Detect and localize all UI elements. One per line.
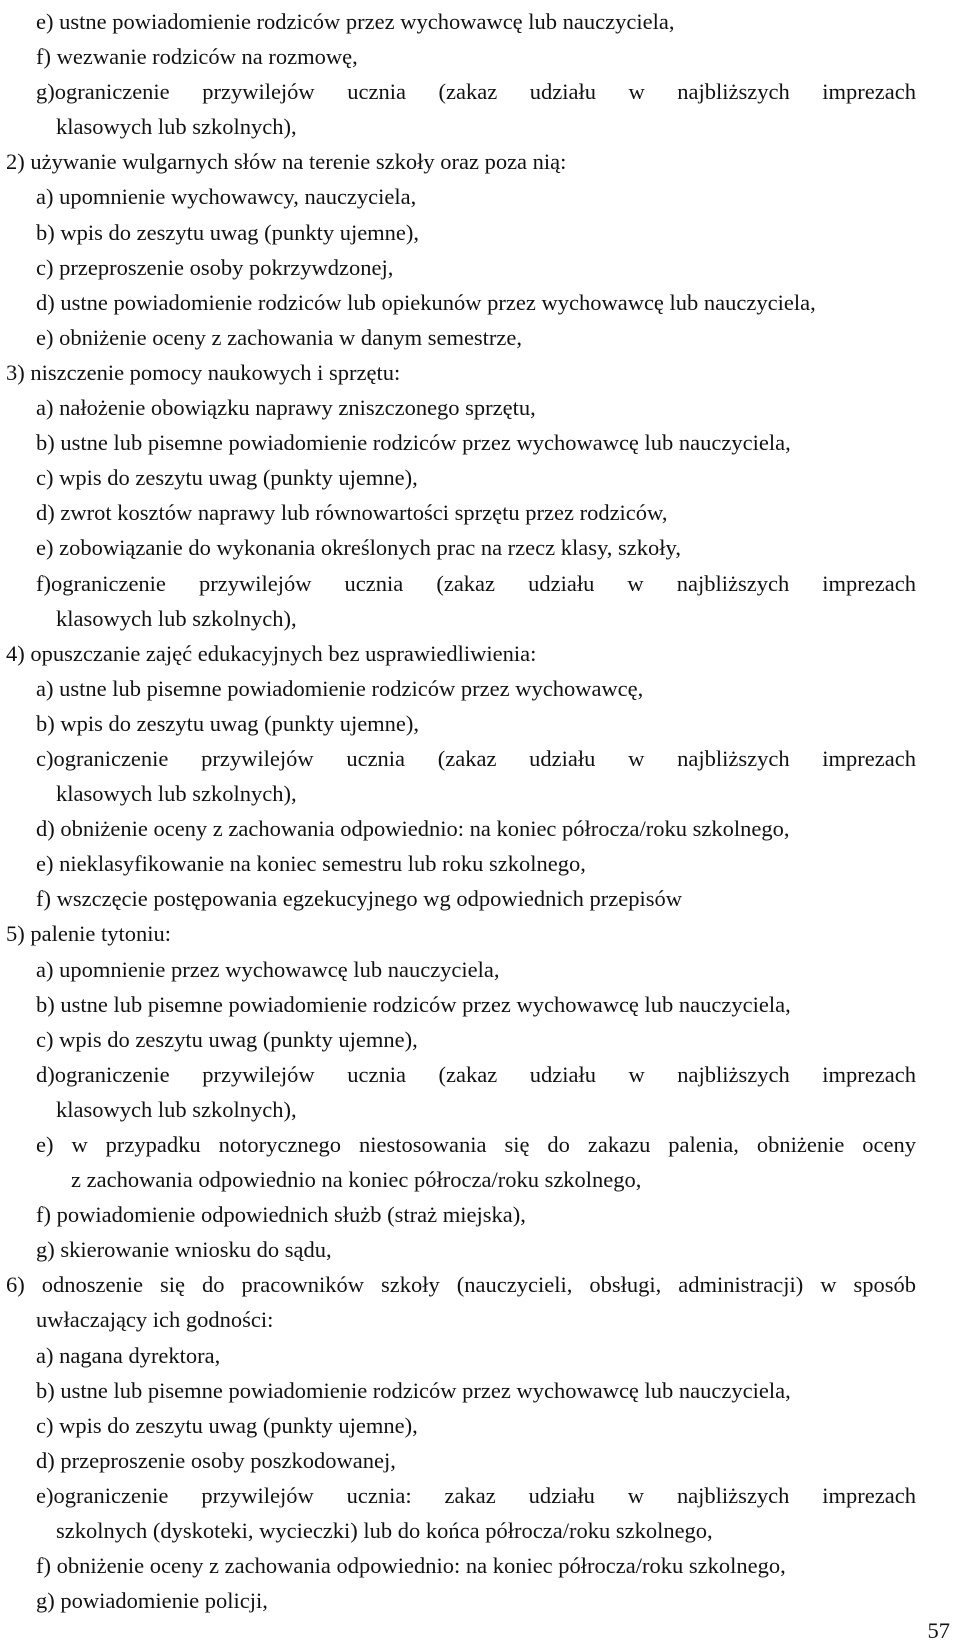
list-item-continuation: z zachowania odpowiednio na koniec półrocza/roku szkolnego, bbox=[71, 1167, 642, 1193]
list-item: c) wpis do zeszytu uwag (punkty ujemne), bbox=[36, 1412, 418, 1438]
list-item: c)ograniczenie przywilejów ucznia (zakaz udziału w najbliższych imprezach bbox=[36, 745, 916, 771]
list-item: f) wezwanie rodziców na rozmowę, bbox=[36, 44, 358, 70]
list-item: b) ustne lub pisemne powiadomienie rodziców przez wychowawcę lub nauczyciela, bbox=[36, 1377, 791, 1403]
list-item: e) nieklasyfikowanie na koniec semestru lub roku szkolnego, bbox=[36, 851, 586, 877]
list-item: a) upomnienie przez wychowawcę lub nauczyciela, bbox=[36, 956, 500, 982]
list-item: a) nagana dyrektora, bbox=[36, 1342, 221, 1368]
list-item: d) przeproszenie osoby poszkodowanej, bbox=[36, 1447, 396, 1473]
list-item: g) powiadomienie policji, bbox=[36, 1588, 268, 1614]
numbered-item: 6) odnoszenie się do pracowników szkoły (nauczycieli, obsługi, administracji) w sposób bbox=[6, 1272, 916, 1298]
list-item: d) zwrot kosztów naprawy lub równowartości sprzętu przez rodziców, bbox=[36, 500, 668, 526]
list-item: c) wpis do zeszytu uwag (punkty ujemne), bbox=[36, 465, 418, 491]
numbered-item-continuation: uwłaczający ich godności: bbox=[36, 1307, 274, 1333]
list-item: a) upomnienie wychowawcy, nauczyciela, bbox=[36, 184, 417, 210]
list-item: b) wpis do zeszytu uwag (punkty ujemne), bbox=[36, 710, 420, 736]
list-item: f) powiadomienie odpowiednich służb (straż miejska), bbox=[36, 1202, 526, 1228]
numbered-item: 3) niszczenie pomocy naukowych i sprzętu: bbox=[6, 359, 401, 385]
list-item-continuation: klasowych lub szkolnych), bbox=[56, 114, 297, 140]
list-item: d)ograniczenie przywilejów ucznia (zakaz udziału w najbliższych imprezach bbox=[36, 1061, 916, 1087]
list-item: e) ustne powiadomienie rodziców przez wychowawcę lub nauczyciela, bbox=[36, 9, 675, 34]
list-item: d) ustne powiadomienie rodziców lub opiekunów przez wychowawcę lub nauczyciela, bbox=[36, 289, 816, 315]
list-item: f)ograniczenie przywilejów ucznia (zakaz udziału w najbliższych imprezach bbox=[36, 570, 916, 596]
list-item: e) obniżenie oceny z zachowania w danym semestrze, bbox=[36, 324, 523, 350]
list-item-continuation: klasowych lub szkolnych), bbox=[56, 1096, 297, 1122]
list-item: g) skierowanie wniosku do sądu, bbox=[36, 1237, 332, 1263]
list-item: c) wpis do zeszytu uwag (punkty ujemne), bbox=[36, 1026, 418, 1052]
list-item: d) obniżenie oceny z zachowania odpowiednio: na koniec półrocza/roku szkolnego, bbox=[36, 816, 790, 842]
numbered-item: 4) opuszczanie zajęć edukacyjnych bez usprawiedliwienia: bbox=[6, 640, 537, 666]
list-item: b) ustne lub pisemne powiadomienie rodziców przez wychowawcę lub nauczyciela, bbox=[36, 430, 791, 456]
page-number: 57 bbox=[927, 1618, 950, 1643]
list-item: f) obniżenie oceny z zachowania odpowiednio: na koniec półrocza/roku szkolnego, bbox=[36, 1553, 786, 1579]
list-item-continuation: klasowych lub szkolnych), bbox=[56, 605, 297, 631]
list-item: c) przeproszenie osoby pokrzywdzonej, bbox=[36, 254, 394, 280]
numbered-item: 5) palenie tytoniu: bbox=[6, 921, 171, 947]
list-item: a) nałożenie obowiązku naprawy zniszczonego sprzętu, bbox=[36, 395, 536, 421]
list-item: e) w przypadku notorycznego niestosowania się do zakazu palenia, obniżenie oceny bbox=[36, 1132, 916, 1157]
list-item: e) zobowiązanie do wykonania określonych prac na rzecz klasy, szkoły, bbox=[36, 535, 681, 561]
document-body bbox=[6, 4, 956, 1618]
list-item-continuation: klasowych lub szkolnych), bbox=[56, 781, 297, 807]
list-item: b) wpis do zeszytu uwag (punkty ujemne), bbox=[36, 219, 420, 245]
numbered-item: 2) używanie wulgarnych słów na terenie szkoły oraz poza nią: bbox=[6, 149, 567, 175]
list-item: f) wszczęcie postępowania egzekucyjnego wg odpowiednich przepisów bbox=[36, 886, 683, 912]
list-item-continuation: szkolnych (dyskoteki, wycieczki) lub do końca półrocza/roku szkolnego, bbox=[56, 1518, 713, 1544]
list-item: e)ograniczenie przywilejów ucznia: zakaz udziału w najbliższych imprezach bbox=[36, 1482, 916, 1508]
list-item: a) ustne lub pisemne powiadomienie rodziców przez wychowawcę, bbox=[36, 675, 644, 701]
list-item: g)ograniczenie przywilejów ucznia (zakaz udziału w najbliższych imprezach bbox=[36, 79, 916, 105]
list-item: b) ustne lub pisemne powiadomienie rodziców przez wychowawcę lub nauczyciela, bbox=[36, 991, 791, 1017]
